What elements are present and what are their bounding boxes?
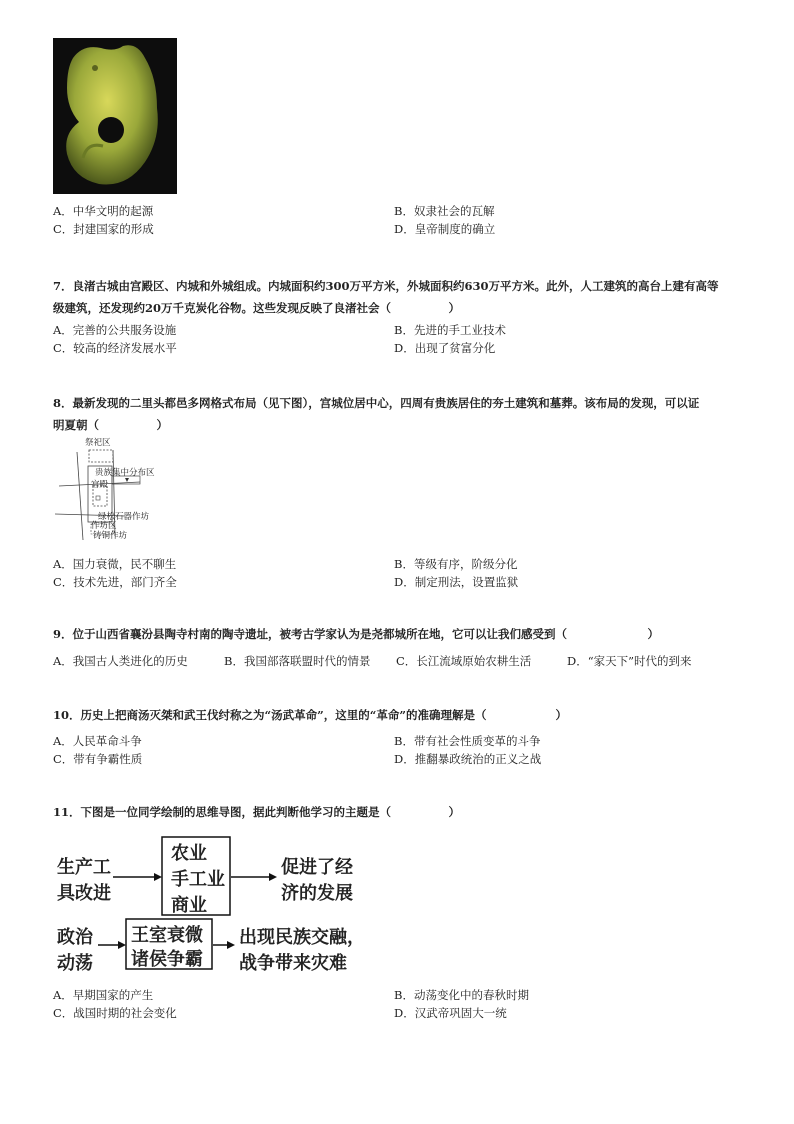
- q7-stem: [53, 275, 743, 319]
- map-label-workshop: 作坊区: [91, 521, 117, 531]
- q9-stem: [53, 623, 743, 645]
- q9-option-c: C．长江流域原始农耕生活: [396, 654, 532, 668]
- mm-right2-line2: 战争带来灾难: [239, 953, 347, 974]
- map-label-palace: 宫殿: [91, 480, 109, 490]
- mm-left1-line2: 具改进: [57, 883, 111, 904]
- q7-option-d: D．出现了贫富分化: [394, 341, 496, 355]
- q11-option-c: C．战国时期的社会变化: [53, 1006, 177, 1020]
- q8-stem: [53, 392, 743, 436]
- mm-box1-line3: 商业: [171, 895, 207, 916]
- q6-option-c: C．封建国家的形成: [53, 222, 154, 236]
- q11-option-a: A．早期国家的产生: [53, 988, 154, 1002]
- mm-box1-line1: 农业: [171, 843, 207, 864]
- mm-box2-line1: 王室衰微: [131, 925, 203, 946]
- q11-stem-line1: 11．下图是一位同学绘制的思维导图，据此判断他学习的主题是（ ）: [53, 805, 460, 819]
- mm-box1-line2: 手工业: [171, 869, 225, 890]
- q11-option-d: D．汉武帝巩固大一统: [394, 1006, 507, 1020]
- q7-stem-line2: 级建筑，还发现约20万千克炭化谷物。这些发现反映了良渚社会（ ）: [53, 301, 460, 315]
- mm-right2-line1: 出现民族交融，: [239, 927, 365, 948]
- map-label-sacrifice: 祭祀区: [85, 438, 111, 448]
- q9-option-a: A．我国古人类进化的历史: [53, 654, 188, 668]
- q9-option-b: B．我国部落联盟时代的情景: [224, 654, 371, 668]
- q7-option-b: B．先进的手工业技术: [394, 323, 506, 337]
- q7-option-c: C．较高的经济发展水平: [53, 341, 177, 355]
- q8-option-a: A．国力衰微，民不聊生: [53, 557, 177, 571]
- erlitou-layout-map: [55, 436, 175, 542]
- q6-option-b: B．奴隶社会的瓦解: [394, 204, 495, 218]
- q8-stem-line1: 8．最新发现的二里头都邑多网格式布局（见下图），宫城位居中心，四周有贵族居住的夯土建筑和墓葬。该布局的发现，可以证: [53, 396, 700, 410]
- q7-stem-line1: 7．良渚古城由宫殿区、内城和外城组成。内城面积约300万平方米，外城面积约630万平方米。此外，人工建筑的高台上建有高等: [53, 279, 719, 293]
- q10-stem: [53, 704, 743, 726]
- q6-option-a: A．中华文明的起源: [53, 204, 154, 218]
- q8-option-c: C．技术先进，部门齐全: [53, 575, 177, 589]
- q9-stem-line1: 9．位于山西省襄汾县陶寺村南的陶寺遗址，被考古学家认为是尧都城所在地，它可以让我们感受到（ ）: [53, 627, 659, 641]
- mm-right1-line1: 促进了经: [281, 857, 353, 878]
- q8-option-b: B．等级有序，阶级分化: [394, 557, 518, 571]
- q10-option-c: C．带有争霸性质: [53, 752, 143, 766]
- jade-dragon-image: [53, 38, 177, 194]
- q10-option-b: B．带有社会性质变革的斗争: [394, 734, 541, 748]
- map-label-turquoise: 绿松石器作坊: [98, 512, 150, 522]
- mm-left2-line2: 动荡: [57, 953, 93, 974]
- mm-left2-line1: 政治: [57, 927, 93, 948]
- mm-left1-line1: 生产工: [57, 857, 111, 878]
- q8-option-d: D．制定刑法，设置监狱: [394, 575, 519, 589]
- q11-option-b: B．动荡变化中的春秋时期: [394, 988, 529, 1002]
- q10-option-a: A．人民革命斗争: [53, 734, 142, 748]
- q10-option-d: D．推翻暴政统治的正义之战: [394, 752, 542, 766]
- mm-box2-line2: 诸侯争霸: [131, 949, 203, 970]
- map-label-bronze: 铸铜作坊: [93, 531, 128, 541]
- q10-stem-line1: 10．历史上把商汤灭桀和武王伐纣称之为“汤武革命”，这里的“革命”的准确理解是（ ）: [53, 708, 567, 722]
- map-label-noble: 贵族集中分布区: [95, 468, 155, 478]
- q6-option-d: D．皇帝制度的确立: [394, 222, 496, 236]
- q8-stem-line2: 明夏朝（ ）: [53, 418, 168, 432]
- q7-option-a: A．完善的公共服务设施: [53, 323, 177, 337]
- mind-map: [55, 835, 375, 975]
- mm-right1-line2: 济的发展: [281, 883, 353, 904]
- q9-option-d: D．“家天下”时代的到来: [567, 654, 692, 668]
- q11-stem: [53, 801, 743, 823]
